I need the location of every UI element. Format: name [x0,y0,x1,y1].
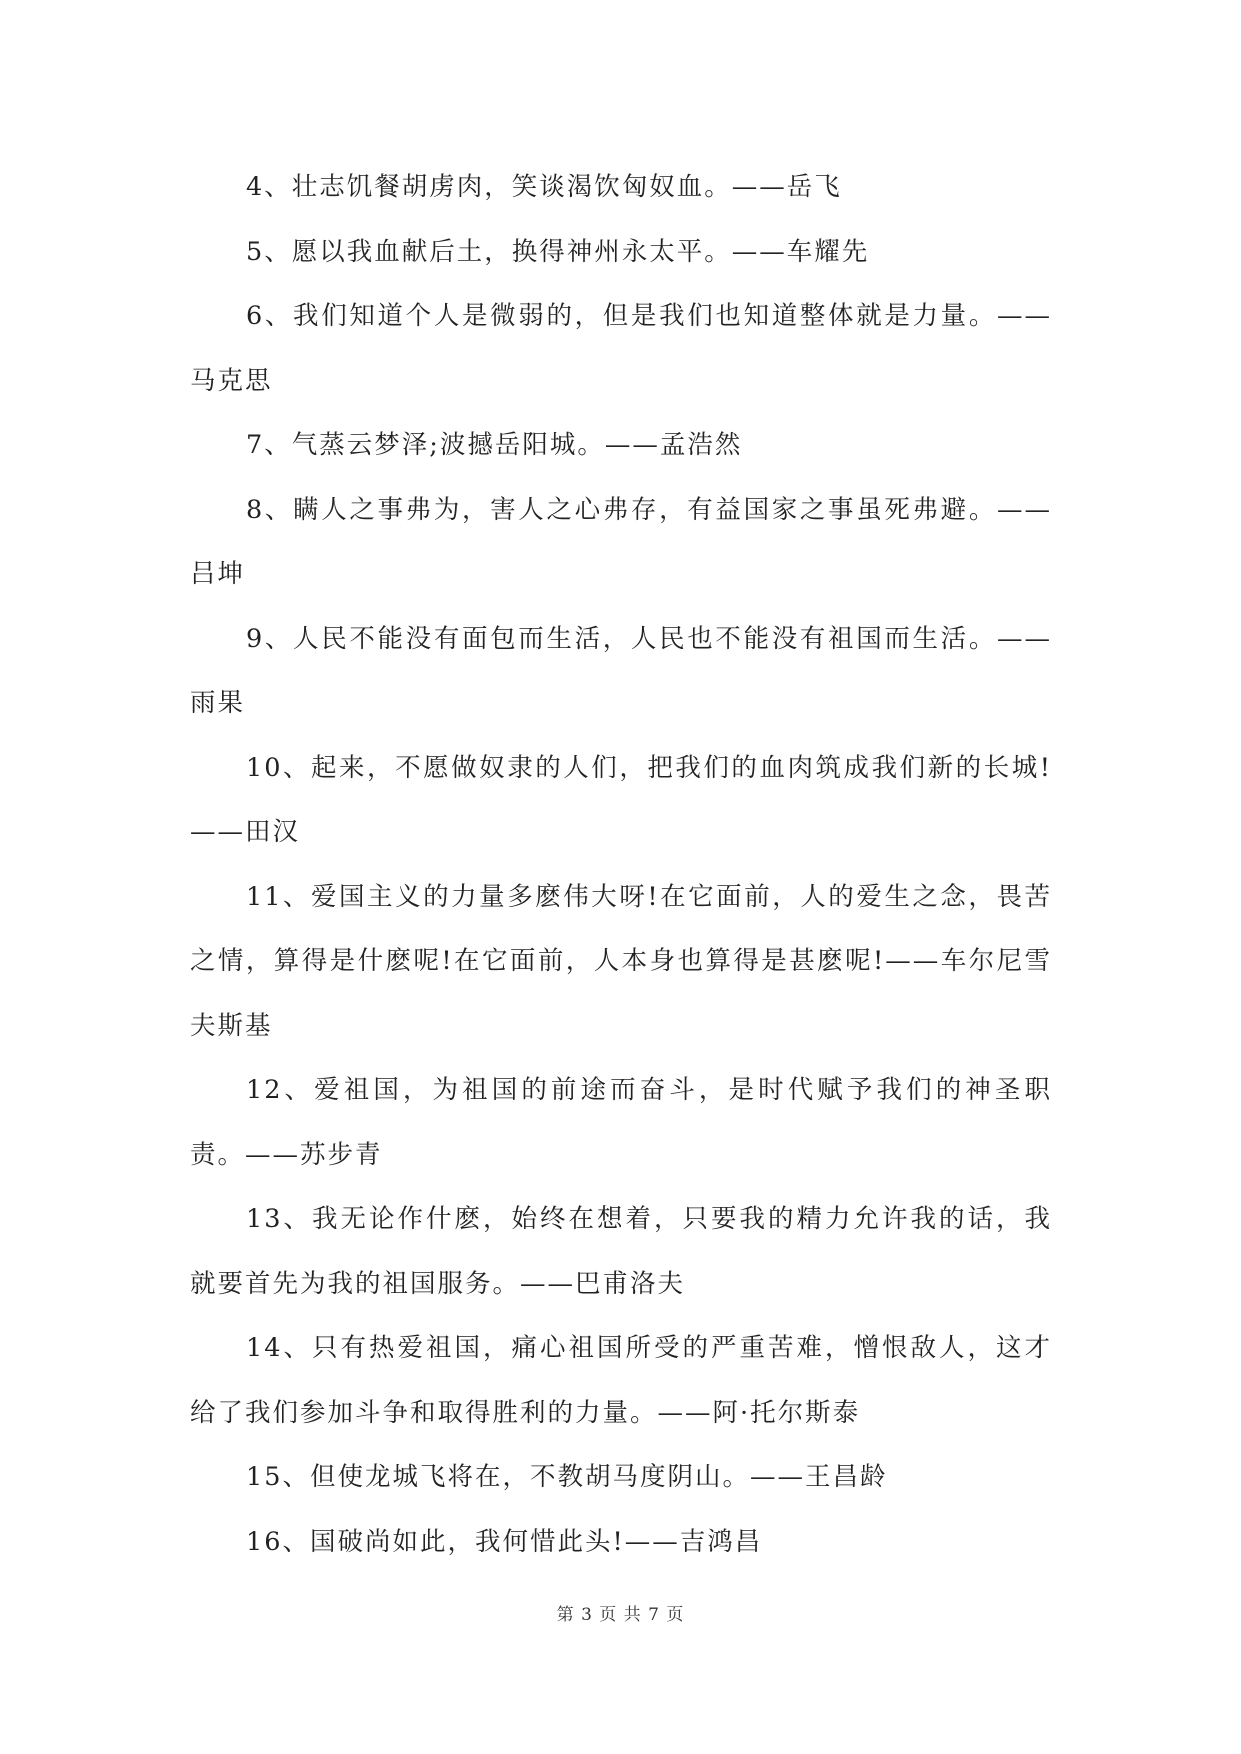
quote-item: 4、壮志饥餐胡虏肉，笑谈渴饮匈奴血。——岳飞 [246,172,842,202]
quote-list [190,155,1052,1574]
quote-item: 9、人民不能没有面包而生活，人民也不能没有祖国而生活。——雨果 [190,623,1052,718]
quote-item: 8、瞒人之事弗为，害人之心弗存，有益国家之事虽死弗避。——吕坤 [190,494,1052,589]
quote-item: 14、只有热爱祖国，痛心祖国所受的严重苦难，憎恨敌人，这才给了我们参加斗争和取得胜利的力量。——阿·托尔斯泰 [190,1333,1052,1428]
quote-item: 16、国破尚如此，我何惜此头!——吉鸿昌 [246,1526,763,1557]
quote-item: 7、气蒸云梦泽;波撼岳阳城。——孟浩然 [246,430,743,460]
quote-item: 6、我们知道个人是微弱的，但是我们也知道整体就是力量。——马克思 [190,301,1052,396]
quote-item: 5、愿以我血献后土，换得神州永太平。——车耀先 [246,236,870,267]
quote-item: 13、我无论作什麽，始终在想着，只要我的精力允许我的话，我就要首先为我的祖国服务。——巴甫洛夫 [190,1204,1052,1299]
quote-item: 12、爱祖国，为祖国的前途而奋斗，是时代赋予我们的神圣职责。——苏步青 [190,1075,1052,1170]
quote-item: 10、起来，不愿做奴隶的人们，把我们的血肉筑成我们新的长城!——田汉 [190,752,1052,847]
quote-item: 11、爱国主义的力量多麽伟大呀!在它面前，人的爱生之念，畏苦之情，算得是什麽呢!在它面前，人本身也算得是甚麽呢!——车尔尼雪夫斯基 [190,881,1052,1041]
quote-item: 15、但使龙城飞将在，不教胡马度阴山。——王昌龄 [246,1462,888,1492]
page-footer: 第 3 页 共 7 页 [556,1605,685,1625]
